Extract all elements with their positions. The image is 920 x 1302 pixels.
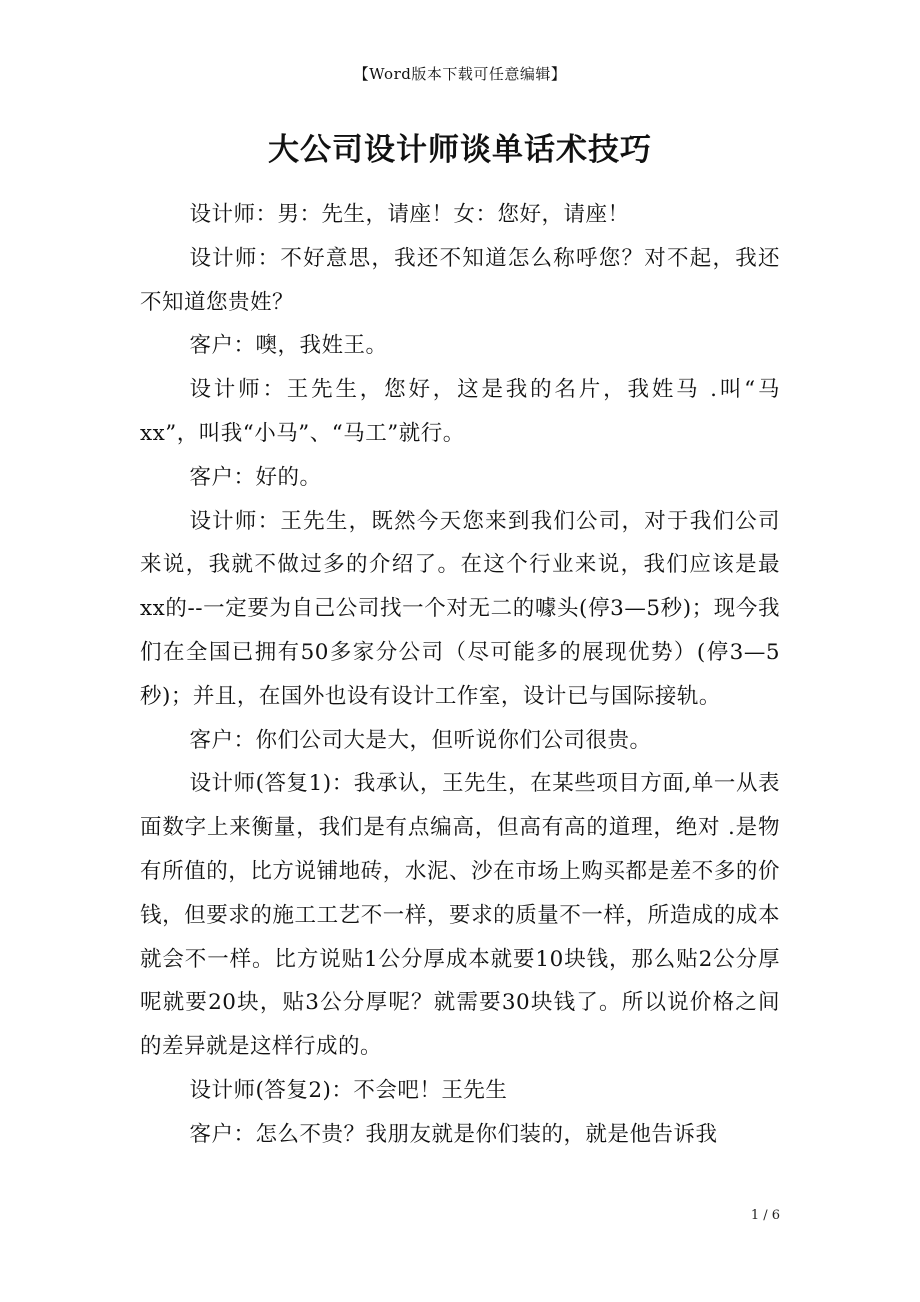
paragraph: 客户：噢，我姓王。 (189, 333, 388, 359)
document-title: 大公司设计师谈单话术技巧 (268, 132, 652, 168)
paragraph: 客户：你们公司大是大，但听说你们公司很贵。 (189, 727, 652, 753)
paragraph: 设计师：不好意思，我还不知道怎么称呼您？对不起，我还不知道您贵姓？ (140, 245, 780, 315)
download-banner: 【Word版本下载可任意编辑】 (353, 65, 567, 83)
paragraph: 设计师：王先生，您好，这是我的名片，我姓马 .叫“马xx”，叫我“小马”、“马工”就行。 (140, 377, 780, 446)
paragraph: 设计师(答复2)：不会吧！王先生 (189, 1077, 508, 1103)
page-number: 1 / 6 (750, 1208, 780, 1223)
paragraph: 设计师(答复1)：我承认，王先生，在某些项目方面,单一从表面数字上来衡量，我们是有点编高，但高有高的道理，绝对 .是物有所值的，比方说铺地砖，水泥、沙在市场上购买都是差不多的价钱，但要求的施工工艺不一样，要求的质量不一样，所造成的成本就会不一样。比方说贴1公分厚成本就要10块钱，那么贴2公分厚呢就要20块，贴3公分厚呢？就需要30块钱了。所以说价格之间的差异就是这样行成的。 (140, 771, 780, 1060)
paragraph: 客户：好的。 (189, 464, 322, 490)
paragraph: 客户：怎么不贵？我朋友就是你们装的，就是他告诉我 (189, 1121, 718, 1147)
paragraph: 设计师：男：先生，请座！女：您好，请座！ (189, 202, 630, 227)
document-body (140, 193, 780, 1157)
paragraph: 设计师：王先生，既然今天您来到我们公司，对于我们公司来说，我就不做过多的介绍了。在这个行业来说，我们应该是最xx的--一定要为自己公司找一个对无二的噱头(停3—5秒)；现今我们在全国已拥有50多家分公司（尽可能多的展现优势）(停3—5秒)；并且，在国外也设有设计工作室，设计已与国际接轨。 (140, 508, 780, 709)
